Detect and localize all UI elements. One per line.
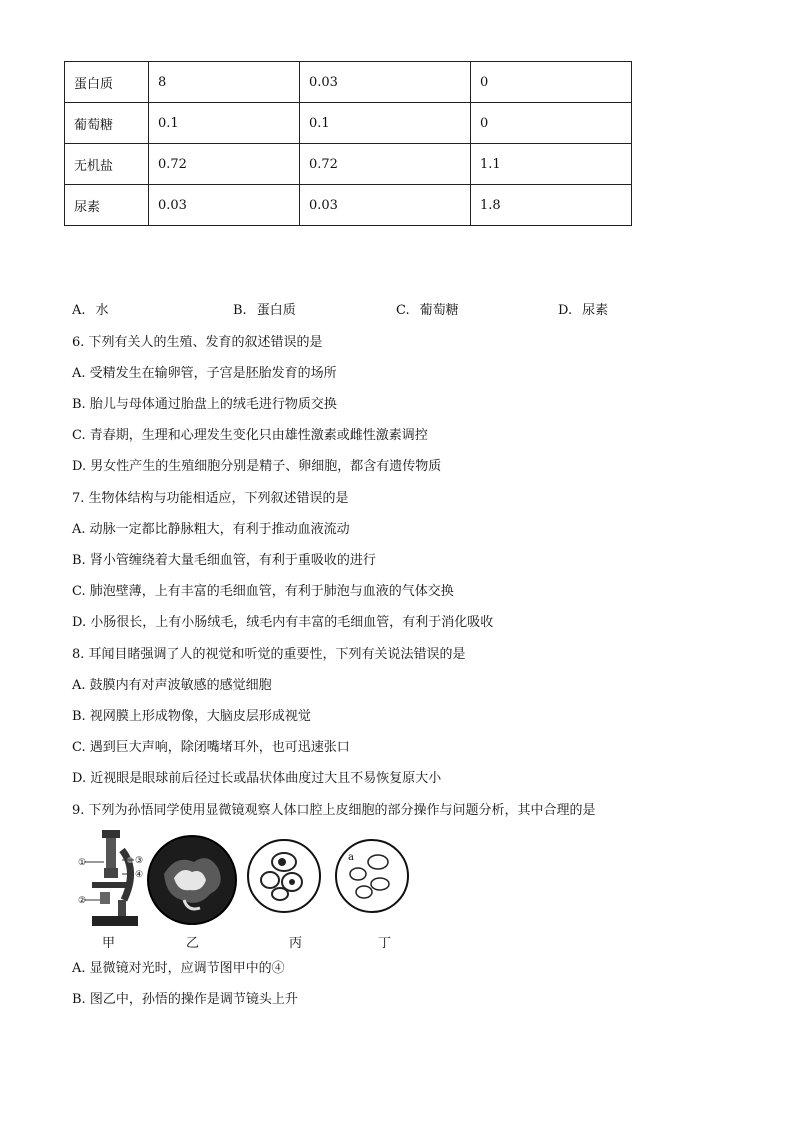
option-key: A.	[72, 303, 86, 318]
table-cell: 0	[471, 103, 632, 144]
q7-option-d[interactable]: D. 小肠很长，上有小肠绒毛，绒毛内有丰富的毛细血管，有利于消化吸收	[72, 615, 494, 630]
q8-option-c[interactable]: C. 遇到巨大声响，除闭嘴堵耳外，也可迅速张口	[72, 740, 350, 755]
q6-option-c[interactable]: C. 青春期，生理和心理发生变化只由雄性激素或雌性激素调控	[72, 428, 428, 443]
option-text: 葡萄糖	[419, 303, 459, 318]
question-8-stem: 8. 耳闻目睹强调了人的视觉和听觉的重要性，下列有关说法错误的是	[72, 647, 466, 662]
figure-label-jia: 甲	[102, 936, 116, 951]
cells-view-c-figure	[246, 838, 322, 914]
table-cell: 0.03	[300, 62, 471, 103]
q7-option-b[interactable]: B. 肾小管缠绕着大量毛细血管，有利于重吸收的进行	[72, 553, 376, 568]
q6-option-d[interactable]: D. 男女性产生的生殖细胞分别是精子、卵细胞，都含有遗传物质	[72, 459, 442, 474]
option-a[interactable]	[72, 299, 109, 318]
option-text: 水	[95, 303, 109, 318]
table-cell: 0	[471, 62, 632, 103]
option-text: 蛋白质	[256, 303, 296, 318]
table-cell: 蛋白质	[65, 62, 149, 103]
table-cell: 尿素	[65, 185, 149, 226]
figure-label-yi: 乙	[186, 936, 200, 951]
option-key: C.	[396, 303, 410, 318]
mark-2: ②	[78, 896, 87, 906]
table-cell: 1.8	[471, 185, 632, 226]
figure-label-ding: 丁	[378, 936, 392, 951]
composition-table	[64, 61, 632, 226]
table-cell: 葡萄糖	[65, 103, 149, 144]
table-cell: 0.72	[149, 144, 300, 185]
table-row	[65, 144, 632, 185]
figure-label-bing: 丙	[289, 936, 303, 951]
table-row	[65, 185, 632, 226]
q8-option-b[interactable]: B. 视网膜上形成物像，大脑皮层形成视觉	[72, 709, 311, 724]
option-c[interactable]	[396, 299, 459, 318]
table-cell: 0.03	[300, 185, 471, 226]
mark-4: ④	[135, 870, 144, 880]
q7-option-a[interactable]: A. 动脉一定都比静脉粗大，有利于推动血液流动	[72, 522, 350, 537]
dark-field-view-figure	[146, 834, 238, 926]
q9-option-a[interactable]: A. 显微镜对光时，应调节图甲中的④	[72, 961, 285, 976]
table-cell: 0.03	[149, 185, 300, 226]
mark-a: a	[348, 852, 354, 863]
table-cell: 无机盐	[65, 144, 149, 185]
mark-3: ③	[135, 856, 144, 866]
option-key: B.	[233, 303, 247, 318]
table-cell: 0.1	[149, 103, 300, 144]
table-row	[65, 103, 632, 144]
q9-option-b[interactable]: B. 图乙中，孙悟的操作是调节镜头上升	[72, 992, 298, 1007]
q8-option-d[interactable]: D. 近视眼是眼球前后径过长或晶状体曲度过大且不易恢复原大小	[72, 771, 442, 786]
table-cell: 0.1	[300, 103, 471, 144]
option-key: D.	[558, 303, 573, 318]
option-d[interactable]	[558, 299, 608, 318]
question-9-stem: 9. 下列为孙悟同学使用显微镜观察人体口腔上皮细胞的部分操作与问题分析，其中合理的是	[72, 803, 596, 818]
q7-option-c[interactable]: C. 肺泡壁薄，上有丰富的毛细血管，有利于肺泡与血液的气体交换	[72, 584, 454, 599]
microscope-figure	[78, 830, 148, 930]
option-b[interactable]	[233, 299, 296, 318]
q6-option-b[interactable]: B. 胎儿与母体通过胎盘上的绒毛进行物质交换	[72, 397, 337, 412]
mark-1: ①	[78, 858, 87, 868]
q8-option-a[interactable]: A. 鼓膜内有对声波敏感的感觉细胞	[72, 678, 272, 693]
q6-option-a[interactable]: A. 受精发生在输卵管，子宫是胚胎发育的场所	[72, 366, 337, 381]
question-7-stem: 7. 生物体结构与功能相适应，下列叙述错误的是	[72, 491, 349, 506]
table-cell: 8	[149, 62, 300, 103]
question-6-stem: 6. 下列有关人的生殖、发育的叙述错误的是	[72, 335, 323, 350]
table-row	[65, 62, 632, 103]
table-cell: 0.72	[300, 144, 471, 185]
table-cell: 1.1	[471, 144, 632, 185]
microscope-figures	[78, 828, 418, 951]
option-text: 尿素	[582, 303, 609, 318]
cells-view-d-figure	[334, 838, 410, 914]
